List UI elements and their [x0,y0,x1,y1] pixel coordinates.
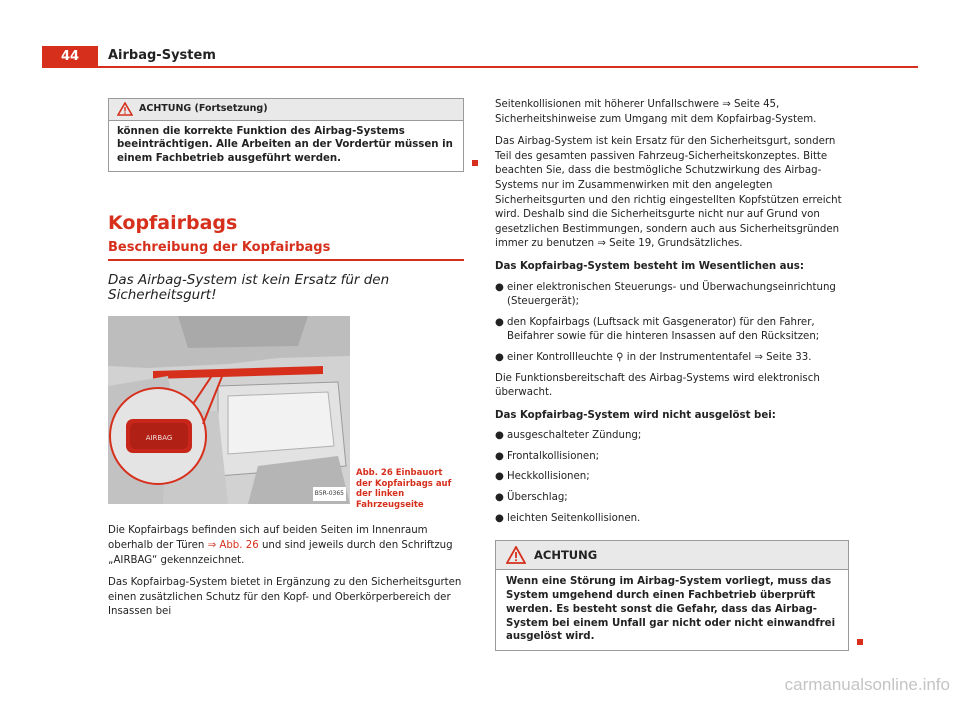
header-rule [42,66,918,68]
list-item-text: den Kopfairbags (Luftsack mit Gasgenerator) für den Fahrer, Beifahrer sowie für die hinteren Insassen auf den Rücksitzen; [507,316,820,343]
section-title: Kopfairbags [108,211,238,234]
bullet-icon: ● [495,492,504,504]
subsection-title: Beschreibung der Kopfairbags [108,241,464,262]
end-of-section-marker [472,160,478,166]
warning-box-title: ACHTUNG [534,547,598,562]
lead-text: Das Airbag-System ist kein Ersatz für den Sicherheitsgurt! [108,272,390,303]
paragraph: Das Airbag-System ist kein Ersatz für den Sicherheitsgurt, sondern Teil des gesamten passiven Fahrzeug-Sicherheitskonzeptes. Bitte beachten Sie, dass die bestmögliche Schutzwirkung des Airbag-Systems nur im Zusammenwirken mit den angelegten Sicherheitsgurten und den richtig eingestellten Kopfstützen erreicht wird. Deshalb sind die Sicherheitsgurte nicht nur auf Grund von gesetzlichen Bestimmungen, sondern auch aus Sicherheitsgründen immer zu benutzen ⇒ Seite 19, Grundsätzliches. [495,136,842,250]
running-title: Airbag-System [108,48,216,63]
warning-box-text: Wenn eine Störung im Airbag-System vorliegt, muss das System umgehend durch einen Fachbetrieb überprüft werden. Es besteht sonst die Gefahr, dass das Airbag-System bei einem Unfall gar nicht oder nicht einwandfrei ausgelöst wird. [506,576,836,643]
paragraph: Seitenkollisionen mit höherer Unfallschwere ⇒ Seite 45, Sicherheitshinweise zum Umgang mit dem Kopfairbag-System. [495,99,817,125]
not-triggered-list [495,429,849,526]
figure-code: B5R-0365 [313,487,346,502]
right-column [495,98,849,651]
figure-image [108,316,350,504]
warning-box-header [496,541,848,570]
page-number: 44 [42,46,98,67]
list-item [495,316,849,345]
paragraph: Das Kopfairbag-System bietet in Ergänzung zu den Sicherheitsgurten einen zusätzlichen Schutz für den Kopf- und Oberkörperbereich der Insassen bei [108,577,462,618]
warning-box-text: können die korrekte Funktion des Airbag-Systems beeinträchtigen. Alle Arbeiten an der Vordertür müssen in einem Fachbetrieb ausgeführt werden. [117,125,453,165]
list-item-text: Heckkollisionen; [507,471,590,483]
list-heading: Das Kopfairbag-System besteht im Wesentlichen aus: [495,260,804,272]
bullet-icon: ● [495,430,504,442]
list-item-text: einer elektronischen Steuerungs- und Überwachungseinrichtung (Steuergerät); [507,281,836,308]
bullet-icon: ● [495,471,504,483]
warning-box-continued [108,98,464,172]
watermark: carmanualsonline.info [784,675,950,694]
list-item-text: leichten Seitenkollisionen. [507,512,641,524]
bullet-icon: ● [495,512,504,524]
list-item [495,491,849,506]
list-item-text: ausgeschalteter Zündung; [507,430,642,442]
list-heading: Das Kopfairbag-System wird nicht ausgelöst bei: [495,409,776,421]
figure-link[interactable]: ⇒ Abb. 26 [207,539,259,551]
list-item-text: Frontalkollisionen; [507,450,600,462]
list-item [495,470,849,485]
warning-box-header [109,99,463,121]
paragraph [108,524,464,568]
components-list [495,281,849,366]
list-item [495,281,849,310]
warning-triangle-icon [506,546,526,564]
paragraph: Die Funktionsbereitschaft des Airbag-Systems wird elektronisch überwacht. [495,372,820,399]
figure [108,316,464,510]
warning-box-title: ACHTUNG (Fortsetzung) [139,103,268,114]
bullet-icon: ● [495,450,504,462]
list-item [495,429,849,444]
list-item [495,512,849,527]
paragraph-text: und sind jeweils durch den Schriftzug „AIRBAG“ gekennzeichnet. [108,539,453,566]
bullet-icon: ● [495,351,504,363]
paragraph-text: Die Kopfairbags befinden sich auf beiden Seiten im Innenraum oberhalb der Türen [108,525,428,551]
end-of-section-marker [857,639,863,645]
bullet-icon: ● [495,281,504,293]
airbag-label: AIRBAG [145,434,173,443]
warning-triangle-icon [117,102,133,116]
left-column [108,98,464,628]
figure-caption: Abb. 26 Einbauort der Kopfairbags auf der linken Fahrzeugseite [356,468,452,510]
list-item [495,351,849,366]
list-item-text: einer Kontrollleuchte ⚲ in der Instrumententafel ⇒ Seite 33. [507,351,812,363]
bullet-icon: ● [495,316,504,328]
warning-box [495,540,849,651]
car-interior-illustration [108,316,350,504]
list-item-text: Überschlag; [507,492,568,504]
list-item [495,450,849,465]
